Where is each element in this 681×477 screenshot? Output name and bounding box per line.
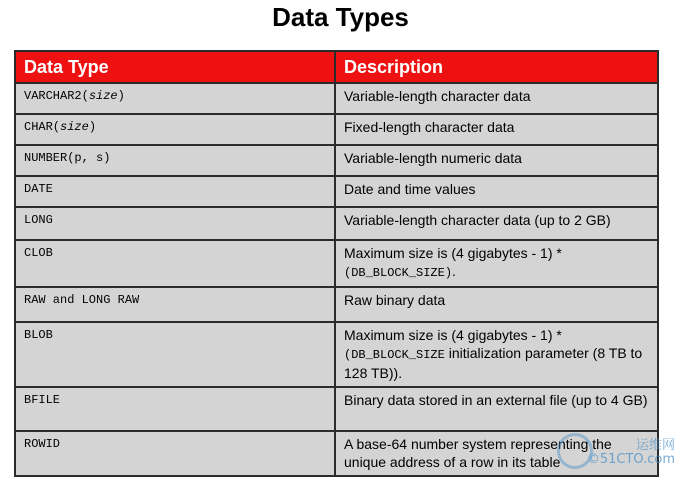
- description-cell: Date and time values: [336, 177, 657, 206]
- table-row: [16, 177, 657, 206]
- type-end: ): [117, 89, 125, 103]
- type-cell: [16, 115, 334, 144]
- table-row: [16, 388, 657, 430]
- table-row: [16, 208, 657, 239]
- table-row: [16, 288, 657, 321]
- table-row: [16, 146, 657, 175]
- type-arg: size: [60, 120, 89, 134]
- description-text: Maximum size is (4 gigabytes - 1) *: [344, 327, 562, 343]
- page-title: Data Types: [272, 2, 409, 32]
- description-cell: Variable-length numeric data: [336, 146, 657, 175]
- type-cell: LONG: [16, 208, 334, 239]
- description-text-end: initialization parameter (8 TB to 128 TB)).: [344, 345, 643, 381]
- watermark-line-2: ©51CTO.com: [586, 452, 675, 467]
- table-row: [16, 241, 657, 286]
- watermark-circle-icon: [557, 433, 593, 469]
- type-cell: RAW and LONG RAW: [16, 288, 334, 321]
- watermark-logo: [587, 439, 675, 467]
- header-data-type: Data Type: [16, 52, 334, 82]
- type-cell: ROWID: [16, 432, 334, 475]
- type-name: CHAR(: [24, 120, 61, 134]
- type-cell: [16, 84, 334, 113]
- description-text: Maximum size is (4 gigabytes - 1) *: [344, 245, 562, 261]
- type-arg: size: [88, 89, 118, 103]
- description-cell: Variable-length character data (up to 2 GB): [336, 208, 657, 239]
- type-cell: NUMBER(p, s): [16, 146, 334, 175]
- table-row: [16, 115, 657, 144]
- description-cell: Binary data stored in an external file (up to 4 GB): [336, 388, 657, 430]
- type-cell: DATE: [16, 177, 334, 206]
- description-code: (DB_BLOCK_SIZE): [344, 266, 453, 280]
- description-cell: [336, 323, 657, 386]
- table-header-row: [16, 52, 657, 82]
- table-row: [16, 84, 657, 113]
- description-cell: [336, 241, 657, 286]
- description-text-end: .: [452, 263, 456, 279]
- description-code: (DB_BLOCK_SIZE: [344, 348, 445, 362]
- watermark-line-1: 运维网: [635, 438, 675, 453]
- data-types-table: [14, 50, 659, 477]
- type-end: ): [88, 120, 97, 134]
- table-row: [16, 323, 657, 386]
- type-cell: CLOB: [16, 241, 334, 286]
- description-cell: A base-64 number system representing the unique address of a row in its table: [336, 432, 657, 475]
- type-cell: BLOB: [16, 323, 334, 386]
- description-cell: Raw binary data: [336, 288, 657, 321]
- description-cell: Fixed-length character data: [336, 115, 657, 144]
- header-description: Description: [336, 52, 657, 82]
- description-cell: Variable-length character data: [336, 84, 657, 113]
- type-name: VARCHAR2(: [24, 89, 89, 103]
- data-types-table-wrapper: [14, 50, 659, 477]
- type-cell: BFILE: [16, 388, 334, 430]
